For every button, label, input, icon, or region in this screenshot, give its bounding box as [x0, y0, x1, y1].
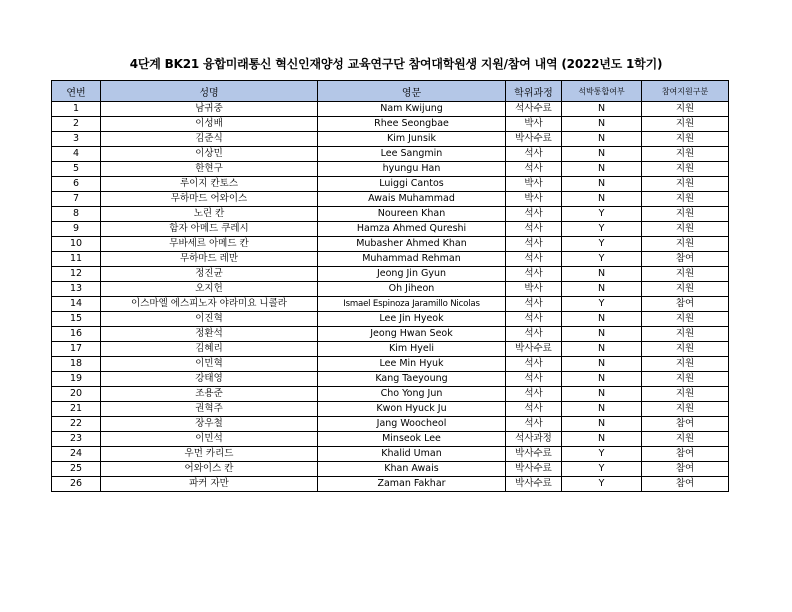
table-row [52, 432, 729, 447]
cell-support-type: 지원 [642, 342, 729, 357]
cell-degree: 박사수료 [506, 447, 562, 462]
cell-name: 오지헌 [101, 282, 318, 297]
table-row [52, 177, 729, 192]
cell-support-type: 지원 [642, 237, 729, 252]
table-row [52, 237, 729, 252]
table-row [52, 282, 729, 297]
table-row [52, 117, 729, 132]
cell-integrated: Y [562, 237, 642, 252]
table-row [52, 387, 729, 402]
cell-no: 16 [52, 327, 101, 342]
cell-name: 이진혁 [101, 312, 318, 327]
cell-integrated: N [562, 312, 642, 327]
cell-integrated: Y [562, 477, 642, 492]
table-row [52, 132, 729, 147]
cell-english-name: Jang Woocheol [318, 417, 506, 432]
cell-name: 정환석 [101, 327, 318, 342]
cell-english-name: Kwon Hyuck Ju [318, 402, 506, 417]
cell-name: 노린 칸 [101, 207, 318, 222]
cell-support-type: 지원 [642, 192, 729, 207]
cell-degree: 석사 [506, 252, 562, 267]
cell-support-type: 지원 [642, 432, 729, 447]
cell-no: 8 [52, 207, 101, 222]
cell-integrated: N [562, 402, 642, 417]
cell-name: 어와이스 칸 [101, 462, 318, 477]
table-row [52, 327, 729, 342]
cell-no: 13 [52, 282, 101, 297]
cell-no: 22 [52, 417, 101, 432]
cell-integrated: N [562, 357, 642, 372]
cell-integrated: N [562, 132, 642, 147]
table-row [52, 147, 729, 162]
participant-table [51, 80, 729, 492]
cell-degree: 박사수료 [506, 462, 562, 477]
cell-name: 권혁주 [101, 402, 318, 417]
cell-no: 6 [52, 177, 101, 192]
cell-no: 10 [52, 237, 101, 252]
cell-support-type: 지원 [642, 132, 729, 147]
cell-english-name: Muhammad Rehman [318, 252, 506, 267]
cell-no: 12 [52, 267, 101, 282]
cell-english-name: Khalid Uman [318, 447, 506, 462]
cell-integrated: N [562, 177, 642, 192]
cell-no: 14 [52, 297, 101, 312]
cell-english-name: Noureen Khan [318, 207, 506, 222]
cell-no: 19 [52, 372, 101, 387]
cell-support-type: 참여 [642, 462, 729, 477]
cell-degree: 석사 [506, 147, 562, 162]
cell-support-type: 참여 [642, 447, 729, 462]
cell-support-type: 참여 [642, 252, 729, 267]
cell-name: 루이지 칸토스 [101, 177, 318, 192]
cell-degree: 석사 [506, 372, 562, 387]
cell-integrated: Y [562, 207, 642, 222]
cell-support-type: 지원 [642, 117, 729, 132]
cell-no: 9 [52, 222, 101, 237]
cell-integrated: N [562, 117, 642, 132]
cell-support-type: 지원 [642, 267, 729, 282]
table-row [52, 357, 729, 372]
table-row [52, 267, 729, 282]
cell-english-name: Oh Jiheon [318, 282, 506, 297]
cell-degree: 석사 [506, 267, 562, 282]
cell-no: 11 [52, 252, 101, 267]
cell-english-name: Lee Min Hyuk [318, 357, 506, 372]
cell-support-type: 참여 [642, 477, 729, 492]
cell-degree: 석사 [506, 312, 562, 327]
cell-degree: 석사 [506, 417, 562, 432]
cell-integrated: N [562, 147, 642, 162]
cell-english-name: Khan Awais [318, 462, 506, 477]
cell-name: 무바세르 아메드 칸 [101, 237, 318, 252]
cell-support-type: 지원 [642, 387, 729, 402]
cell-name: 무하마드 어와이스 [101, 192, 318, 207]
cell-degree: 석사 [506, 222, 562, 237]
cell-no: 18 [52, 357, 101, 372]
cell-english-name: Nam Kwijung [318, 102, 506, 117]
cell-english-name: Minseok Lee [318, 432, 506, 447]
cell-degree: 박사수료 [506, 342, 562, 357]
cell-degree: 석사 [506, 402, 562, 417]
cell-name: 장우철 [101, 417, 318, 432]
cell-support-type: 참여 [642, 297, 729, 312]
cell-no: 25 [52, 462, 101, 477]
table-row [52, 207, 729, 222]
cell-name: 이상민 [101, 147, 318, 162]
cell-degree: 박사 [506, 177, 562, 192]
cell-degree: 석사 [506, 387, 562, 402]
cell-integrated: N [562, 162, 642, 177]
table-header-row [52, 81, 729, 102]
cell-no: 15 [52, 312, 101, 327]
table-row [52, 402, 729, 417]
cell-degree: 석사 [506, 297, 562, 312]
cell-english-name: Kang Taeyoung [318, 372, 506, 387]
cell-integrated: N [562, 417, 642, 432]
cell-support-type: 지원 [642, 372, 729, 387]
cell-name: 파커 자만 [101, 477, 318, 492]
cell-no: 4 [52, 147, 101, 162]
cell-support-type: 지원 [642, 402, 729, 417]
document-title: 4단계 BK21 융합미래통신 혁신인재양성 교육연구단 참여대학원생 지원/참여 내역 (2022년도 1학기) [129, 57, 663, 71]
col-header-integrated: 석박통합여부 [562, 81, 642, 102]
cell-english-name: Jeong Jin Gyun [318, 267, 506, 282]
cell-support-type: 지원 [642, 222, 729, 237]
cell-degree: 석사 [506, 327, 562, 342]
cell-no: 23 [52, 432, 101, 447]
cell-english-name: Lee Jin Hyeok [318, 312, 506, 327]
table-row [52, 462, 729, 477]
cell-integrated: N [562, 267, 642, 282]
cell-degree: 석사 [506, 357, 562, 372]
cell-no: 5 [52, 162, 101, 177]
cell-english-name: hyungu Han [318, 162, 506, 177]
table-row [52, 342, 729, 357]
cell-no: 17 [52, 342, 101, 357]
col-header-name: 성명 [101, 81, 318, 102]
cell-support-type: 지원 [642, 327, 729, 342]
cell-support-type: 지원 [642, 282, 729, 297]
cell-integrated: N [562, 192, 642, 207]
cell-no: 20 [52, 387, 101, 402]
table-row [52, 162, 729, 177]
cell-integrated: N [562, 282, 642, 297]
cell-no: 21 [52, 402, 101, 417]
cell-name: 이민석 [101, 432, 318, 447]
col-header-degree: 학위과정 [506, 81, 562, 102]
cell-name: 이스마엘 에스피노자 야라미요 니콜라 [101, 297, 318, 312]
cell-no: 7 [52, 192, 101, 207]
cell-name: 함자 아메드 쿠레시 [101, 222, 318, 237]
cell-name: 조용준 [101, 387, 318, 402]
cell-english-name: Hamza Ahmed Qureshi [318, 222, 506, 237]
table-row [52, 102, 729, 117]
cell-name: 무하마드 레만 [101, 252, 318, 267]
cell-degree: 박사수료 [506, 132, 562, 147]
cell-integrated: N [562, 387, 642, 402]
cell-name: 강태영 [101, 372, 318, 387]
cell-name: 우먼 카리드 [101, 447, 318, 462]
table-row [52, 477, 729, 492]
table-row [52, 252, 729, 267]
col-header-support-type: 참여지원구분 [642, 81, 729, 102]
cell-degree: 석사 [506, 207, 562, 222]
cell-name: 김혜리 [101, 342, 318, 357]
table-row [52, 222, 729, 237]
table-row [52, 447, 729, 462]
cell-degree: 박사 [506, 192, 562, 207]
cell-support-type: 지원 [642, 177, 729, 192]
cell-english-name: Jeong Hwan Seok [318, 327, 506, 342]
cell-degree: 석사 [506, 162, 562, 177]
cell-integrated: N [562, 432, 642, 447]
cell-integrated: N [562, 372, 642, 387]
cell-integrated: Y [562, 222, 642, 237]
table-row [52, 372, 729, 387]
cell-no: 26 [52, 477, 101, 492]
cell-english-name: Cho Yong Jun [318, 387, 506, 402]
cell-support-type: 지원 [642, 357, 729, 372]
cell-english-name: Awais Muhammad [318, 192, 506, 207]
table-row [52, 192, 729, 207]
table-row [52, 297, 729, 312]
cell-name: 한현구 [101, 162, 318, 177]
cell-support-type: 지원 [642, 207, 729, 222]
cell-english-name: Rhee Seongbae [318, 117, 506, 132]
cell-support-type: 지원 [642, 162, 729, 177]
cell-english-name: Zaman Fakhar [318, 477, 506, 492]
cell-degree: 석사과정 [506, 432, 562, 447]
cell-support-type: 지원 [642, 102, 729, 117]
cell-english-name: Kim Junsik [318, 132, 506, 147]
cell-degree: 박사수료 [506, 477, 562, 492]
cell-support-type: 참여 [642, 417, 729, 432]
cell-english-name: Lee Sangmin [318, 147, 506, 162]
cell-no: 24 [52, 447, 101, 462]
cell-degree: 석사수료 [506, 102, 562, 117]
table-row [52, 417, 729, 432]
cell-integrated: Y [562, 252, 642, 267]
cell-name: 남귀중 [101, 102, 318, 117]
cell-degree: 박사 [506, 117, 562, 132]
cell-name: 이성배 [101, 117, 318, 132]
cell-english-name: Kim Hyeli [318, 342, 506, 357]
cell-integrated: N [562, 102, 642, 117]
cell-name: 이민혁 [101, 357, 318, 372]
col-header-english-name: 영문 [318, 81, 506, 102]
cell-integrated: Y [562, 297, 642, 312]
cell-integrated: Y [562, 462, 642, 477]
cell-name: 김준식 [101, 132, 318, 147]
cell-english-name: Ismael Espinoza Jaramillo Nicolas [318, 297, 506, 312]
cell-integrated: N [562, 342, 642, 357]
cell-degree: 석사 [506, 237, 562, 252]
cell-no: 1 [52, 102, 101, 117]
cell-no: 2 [52, 117, 101, 132]
cell-support-type: 지원 [642, 312, 729, 327]
cell-integrated: Y [562, 447, 642, 462]
cell-integrated: N [562, 327, 642, 342]
cell-degree: 박사 [506, 282, 562, 297]
cell-english-name: Mubasher Ahmed Khan [318, 237, 506, 252]
cell-name: 정진균 [101, 267, 318, 282]
cell-no: 3 [52, 132, 101, 147]
table-row [52, 312, 729, 327]
cell-support-type: 지원 [642, 147, 729, 162]
col-header-no: 연번 [52, 81, 101, 102]
table-body [52, 102, 729, 492]
cell-english-name: Luiggi Cantos [318, 177, 506, 192]
